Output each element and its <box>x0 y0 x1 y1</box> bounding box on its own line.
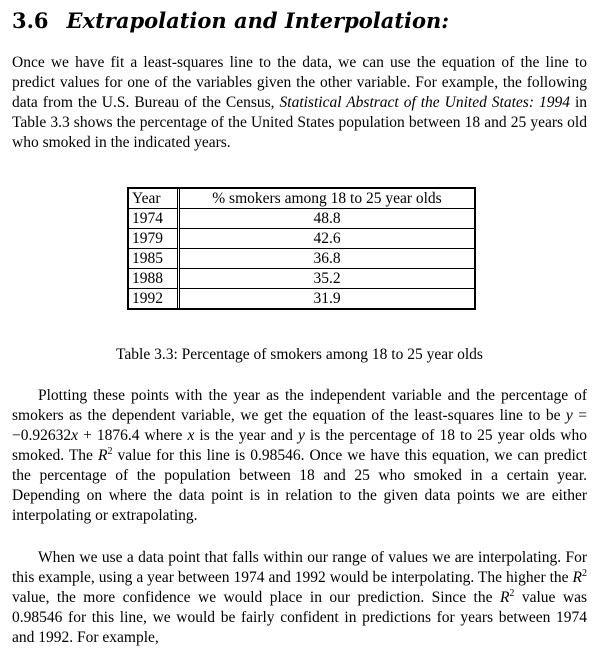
var-x: x <box>187 427 195 444</box>
table-row <box>129 249 474 269</box>
p2-text-1: Plotting these points with the year as the independent variable and the percentage of smokers as the dependent variable, we get the equation of the least-squares line to be <box>12 387 587 424</box>
intro-paragraph <box>12 53 587 153</box>
p3-text-2: value, the more confidence we would place in our prediction. Since the <box>12 589 500 606</box>
table-row <box>129 289 474 309</box>
smokers-table <box>127 187 476 310</box>
table-row <box>129 269 474 289</box>
year-cell: 1974 <box>129 209 179 229</box>
r-squared-exp: 2 <box>509 587 515 599</box>
header-percent: % smokers among 18 to 25 year olds <box>179 189 475 209</box>
section-title: Extrapolation and Interpolation: <box>66 8 450 33</box>
section-heading <box>12 8 449 34</box>
p3-text-1: When we use a data point that falls within our range of values we are interpolating. For this example, using a year between 1974 and 1992 would be interpolating. The higher the <box>12 549 587 586</box>
p3-text-3: value was 0.98546 for this line, we would be fairly confident in predictions for years between 1974 and 1992. For example, <box>12 589 587 646</box>
var-y: y <box>297 427 305 444</box>
intro-text-b: in Table 3.3 shows the percentage of the United States population between 18 and 25 years old who smoked in the indicated years. <box>12 94 587 151</box>
percent-cell: 36.8 <box>179 249 475 269</box>
source-title: Statistical Abstract of the United States: 1994 <box>279 94 570 111</box>
header-year: Year <box>129 189 179 209</box>
section-number: 3.6 <box>12 8 49 33</box>
percent-cell: 35.2 <box>179 269 475 289</box>
year-cell: 1992 <box>129 289 179 309</box>
p2-text-5: value for this line is 0.98546. Once we have this equation, we can predict the percentage of the population between 18 and 25 who smoked in a certain year. Depending on where the data point is in relation to the given data points we are either interpolating or extrapolating. <box>12 447 587 524</box>
r-squared-exp: 2 <box>107 445 113 457</box>
table-row <box>129 229 474 249</box>
year-cell: 1988 <box>129 269 179 289</box>
eq-x: x <box>71 427 79 444</box>
r-squared-exp: 2 <box>582 567 587 579</box>
p2-text-3: is the year and <box>194 427 298 444</box>
percent-cell: 48.8 <box>179 209 475 229</box>
percent-cell: 42.6 <box>179 229 475 249</box>
r-squared-r: R <box>572 569 582 586</box>
interpolation-paragraph <box>12 548 587 648</box>
percent-cell: 31.9 <box>313 290 341 307</box>
year-cell: 1985 <box>129 249 179 269</box>
r-squared-r: R <box>97 447 108 464</box>
intro-text-a: Once we have fit a least-squares line to the data, we can use the equation of the line to predict values for one of the variables given the other variable. For example, the following data from the U.S. Bureau of the Census, <box>12 54 587 111</box>
eq-lhs: y <box>565 407 573 424</box>
r-squared-r: R <box>499 589 510 606</box>
table-caption: Table 3.3: Percentage of smokers among 18 to 25 year olds <box>116 346 483 363</box>
year-cell: 1979 <box>129 229 179 249</box>
table-row <box>129 209 474 229</box>
p2-text-2: where <box>139 427 188 444</box>
p2-text-4: is the percentage of 18 to 25 year olds who smoked. The <box>12 427 587 464</box>
eq-equals: = −0.92632 <box>12 407 587 444</box>
eq-rest: + 1876.4 <box>78 427 140 444</box>
plotting-paragraph <box>12 386 587 526</box>
